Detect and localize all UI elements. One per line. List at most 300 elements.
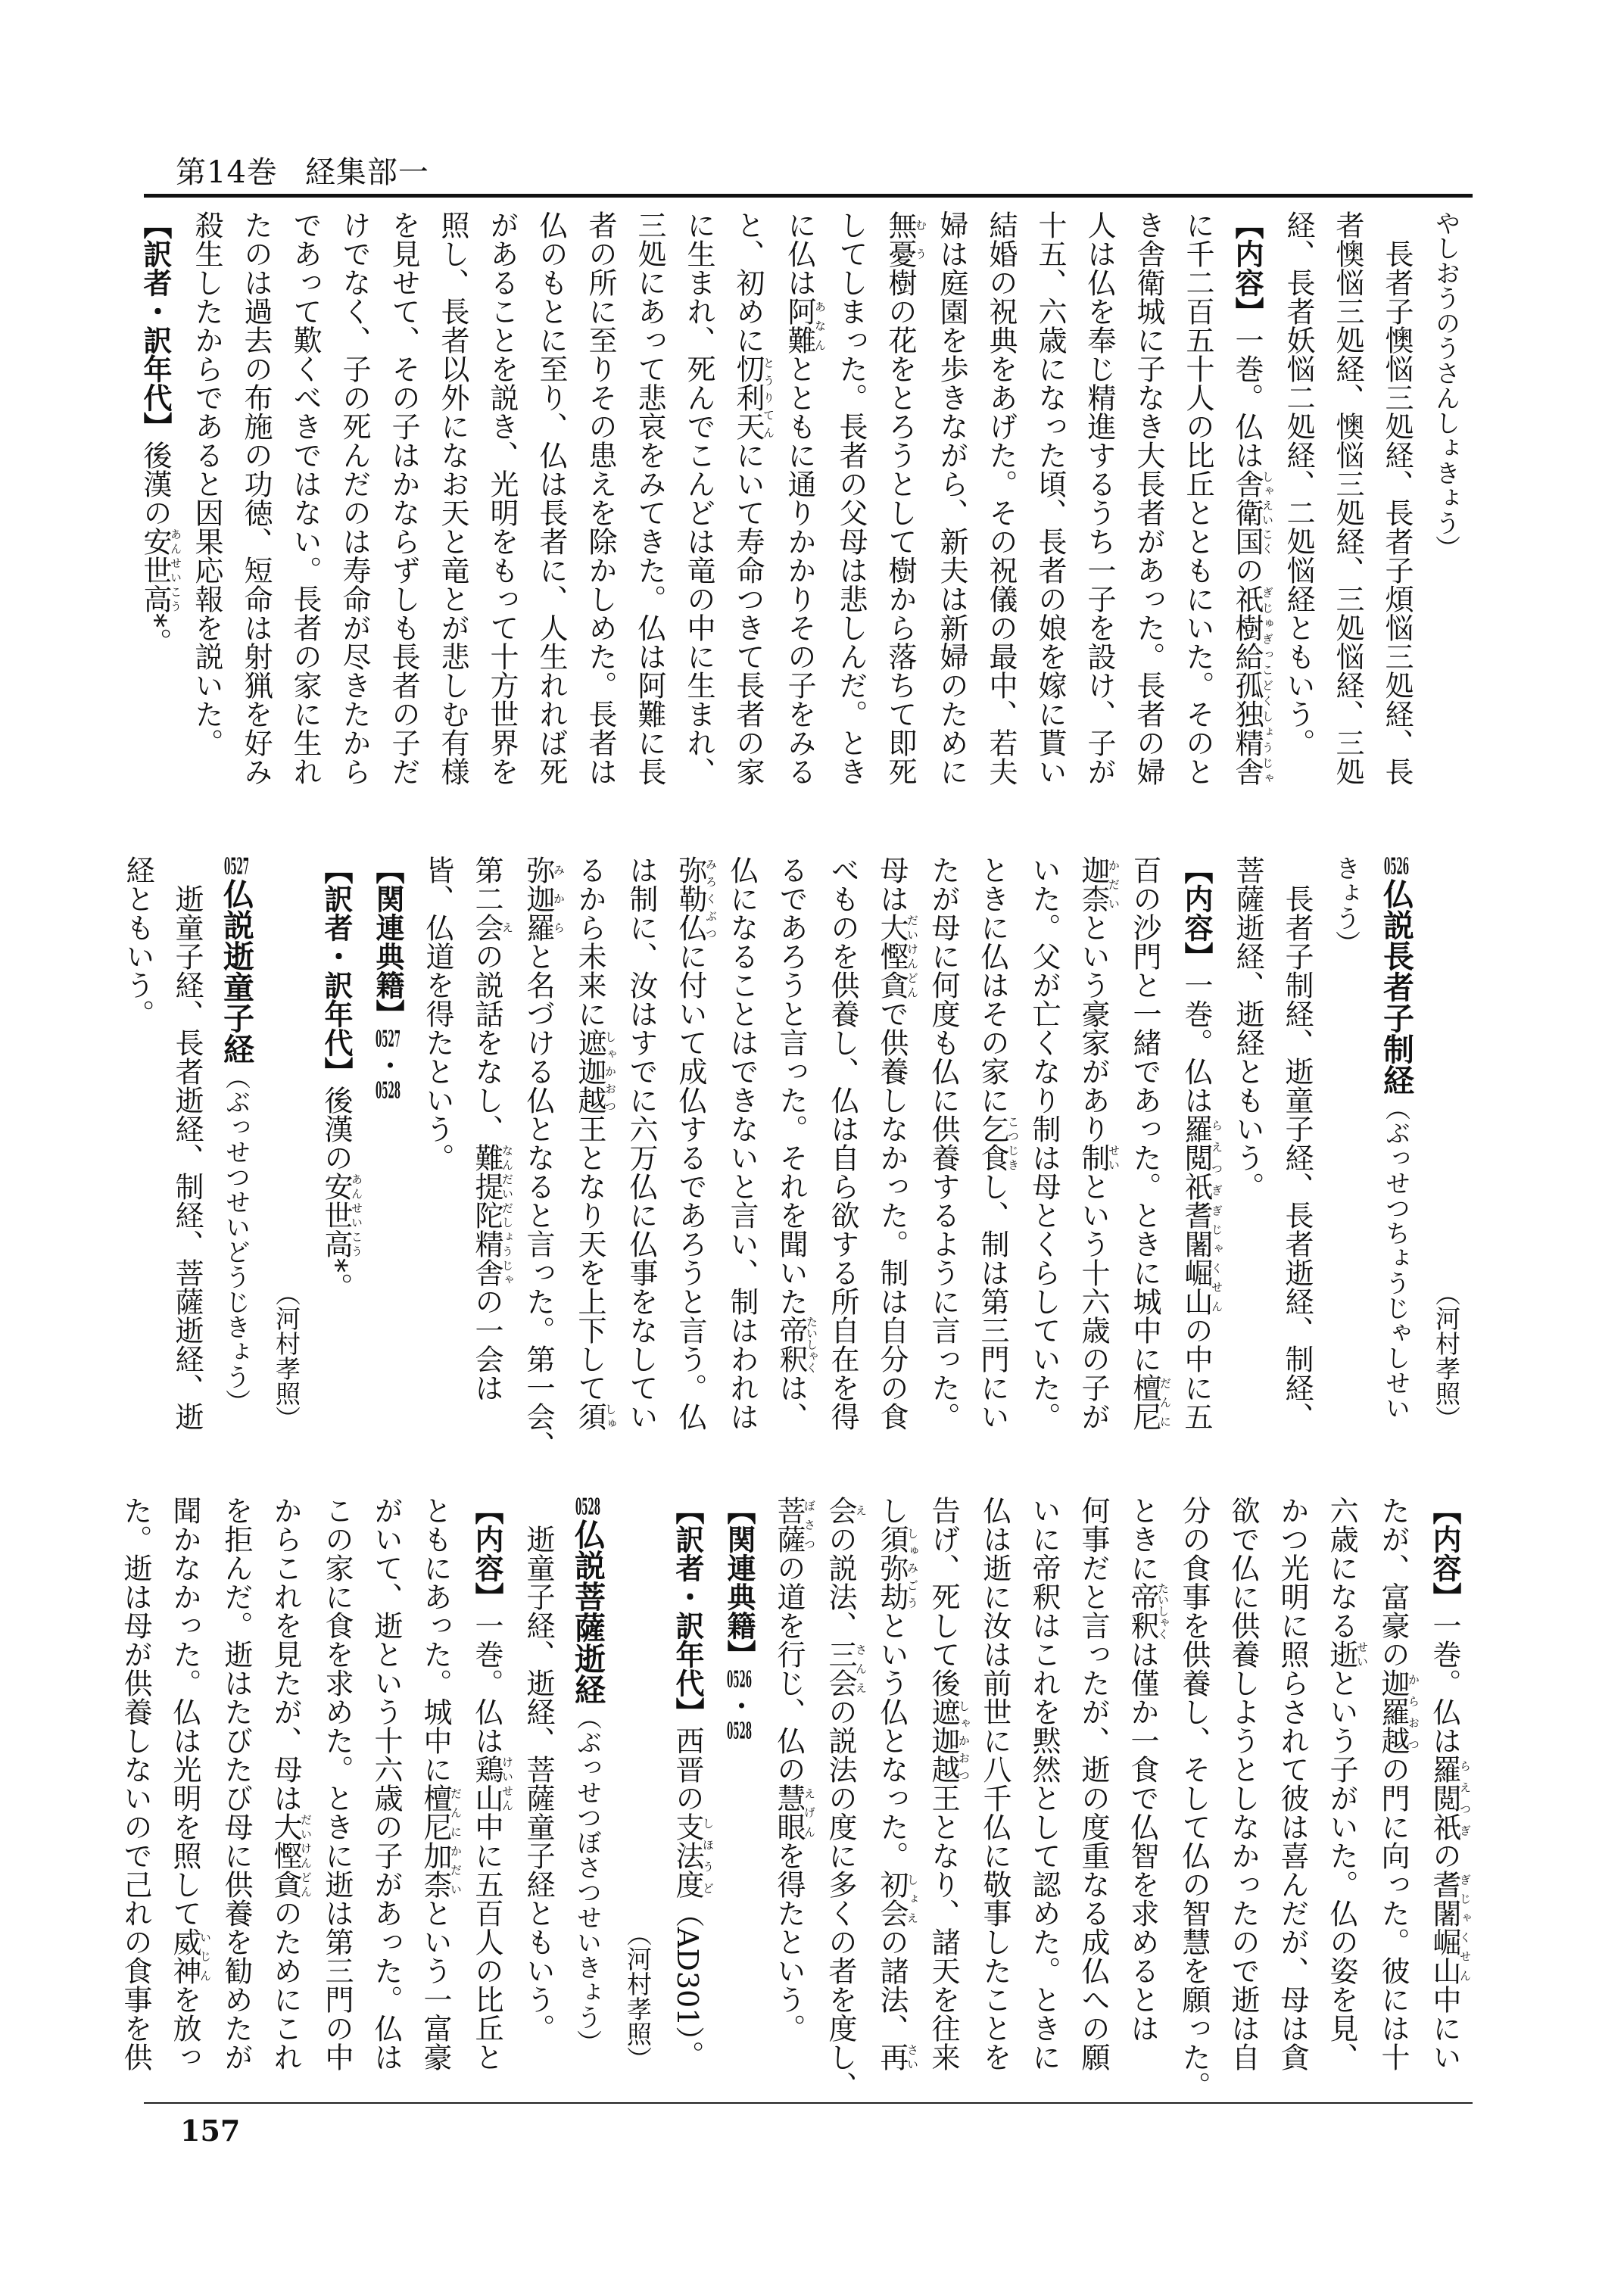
ruby-base: 菩薩 [772,1496,806,1553]
ruby-annotated-term [674,855,718,942]
ruby-reading: かだい [1107,855,1121,913]
entry-number: 0527 [224,855,249,878]
entry-number: 0526 [727,1668,752,1691]
text-run: 母は [875,855,909,913]
text-column [775,210,826,786]
section-label: 【関連典籍】 [722,1496,756,1668]
text-run: 西晋の [671,1726,704,1812]
header-rule [144,194,1473,198]
text-run: 逝童子経、逝経、菩薩童子経ともいう。 [522,1525,555,2042]
section-label: 【内容】 [470,1496,504,1611]
text-run: 中にい [1428,1985,1461,2071]
reading-text: （ぶっせつちょうじゃしせい [1382,1095,1411,1420]
text-column [818,855,867,1431]
text-column [329,210,379,786]
ruby-reading: しょえ [906,1870,919,1927]
ruby-annotated-term [772,1496,816,1553]
reading-text: きょう） [1332,855,1361,955]
text-column [211,1496,260,2071]
text-column [1223,855,1272,1431]
text-run: を得たという。 [772,1841,806,2042]
text-run: にいて寿命つきて長者の家 [731,441,765,786]
text-column [867,855,918,1431]
section-label: 【内容】 [1230,210,1264,326]
ruby-reading: あんせいこう [169,527,182,613]
ruby-base: 忉利天 [731,354,765,441]
text-column [575,210,625,786]
text-run: *。 [320,1258,353,1301]
ruby-reading: みろくぶつ [704,855,718,942]
text-column [1074,210,1124,786]
text-column [379,210,428,786]
ruby-base: 遮迦越 [927,1697,960,1784]
text-run: たが、富豪の [1376,1496,1410,1668]
ruby-annotated-term [168,1927,212,1985]
ruby-reading: ぼさつ [803,1496,816,1553]
text-run: という子がいた。仏の姿を見、 [1325,1668,1358,2071]
ruby-reading: さんえ [854,1640,868,1697]
ruby-base: 帝釈 [775,1316,808,1373]
text-column [1321,855,1371,1431]
text-run: 後漢の [139,441,172,527]
text-column [867,1496,918,2071]
text-run: ときに [1126,1496,1159,1582]
text-column [563,1496,613,2071]
text-run: という豪家があり [1077,913,1110,1143]
ruby-annotated-term [1077,855,1121,913]
ruby-base: 鶏山 [470,1755,503,1812]
text-run: 者の所に至りその患えを除かしめた。長者は [584,210,617,786]
ruby-annotated-term [320,1172,363,1258]
text-run: 六歳になる [1325,1496,1358,1640]
text-column [1267,1496,1317,2071]
reading-text: （ぶっせつぼさつせいきょう） [573,1705,603,2055]
text-run: は、 [775,1373,808,1431]
text-column [976,210,1025,786]
text-run: 百の沙門と一緒であった。ときに城中に [1128,855,1161,1373]
ruby-base: 無憂 [884,210,917,268]
ruby-reading: えげん [803,1784,816,1841]
ruby-reading: あんせいこう [350,1172,363,1258]
text-column [1273,210,1323,786]
ruby-base: 再 [875,2042,909,2071]
ruby-base: 耆闍崛山 [1428,1870,1461,1985]
ruby-reading: だいけんどん [906,913,919,999]
text-run: 告げ、死して後 [927,1496,960,1697]
entry-number: 0528 [575,1496,600,1519]
ruby-base: 羅閲祇 [1428,1755,1461,1841]
text-run: という一富豪 [419,1899,452,2071]
text-column [363,855,413,1431]
text-column [565,855,616,1431]
text-run: の道を行じ、仏の [772,1553,806,1784]
text-run: 中に五百人の比丘と [470,1812,503,2071]
ruby-reading: ぎじゃくせん [1210,1201,1223,1316]
ruby-reading: しゅ [603,1402,617,1431]
text-column [1368,1496,1420,2071]
ruby-reading: けいせん [500,1755,514,1812]
entry-number: 0526 [1384,855,1409,878]
text-run: の説法、 [824,1525,857,1640]
text-column [526,210,575,786]
ruby-reading: いじん [198,1927,212,1985]
ruby-reading: しゅみごう [906,1525,919,1611]
text-run: ともにあった。城中に [419,1496,452,1784]
ruby-annotated-term [772,1784,816,1841]
text-run: に仏は [783,210,816,297]
ruby-annotated-term [1077,1143,1121,1172]
text-column [182,210,231,786]
ruby-annotated-term [1376,1668,1420,1755]
ruby-reading: らえつぎ [1210,1114,1223,1201]
ruby-base: 初会 [875,1870,909,1927]
ruby-base: 制 [1077,1143,1110,1172]
ruby-base: 羅閲祇 [1180,1114,1213,1201]
reading-text: （ぶっせつせいどうじきょう） [222,1064,251,1414]
text-run: に生まれ、死んでこんどは竜の中に生まれ、 [682,210,715,786]
reading-text: やしおうのうさんしょきょう） [1432,210,1461,560]
ruby-reading: なんだいだしょうじゃ [500,1143,514,1287]
text-run: の諸法、 [875,1927,909,2042]
text-column [1323,210,1372,786]
section-label: 【訳者・訳年代】 [320,855,354,1086]
ruby-annotated-term [419,1784,463,1899]
text-column [826,210,875,786]
text-column [815,1496,868,2100]
ruby-annotated-term [824,1496,868,1525]
ruby-annotated-term [884,210,927,268]
text-run: という仏となった。 [875,1611,909,1870]
ruby-reading: だいけんどん [299,1812,313,1899]
text-run: の [1230,556,1264,584]
text-column [1068,1496,1117,2071]
text-column [968,855,1019,1431]
text-column [918,1496,970,2071]
ruby-reading: とうりてん [762,354,775,441]
ruby-annotated-term [671,1812,715,1899]
text-column [1019,1496,1068,2071]
text-run: 者懊悩三処経、懊悩三処経、三処悩経、三処 [1331,210,1364,786]
ruby-reading: たいしゃく [805,1316,818,1373]
text-column [766,855,818,1431]
text-run: るであろうと言った。それを聞いた [775,855,808,1316]
ruby-reading: せい [1355,1640,1369,1668]
text-run: があることを説き、光明をもって十方世界を [485,210,519,786]
text-run: 一巻。仏は [1180,970,1213,1114]
text-run: いに帝釈はこれを黙然として認めた。ときに [1027,1496,1061,2071]
text-column [1317,1496,1368,2071]
text-run: 仏になることはできないと言い、制はわれは [725,855,759,1431]
ruby-base: 阿難 [783,297,816,354]
text-column [160,1496,211,2071]
text-run: 三処にあって悲哀をみてきた。仏は阿難に長 [633,210,666,786]
text-run: に付いて成仏するであろうと言う。仏 [674,942,707,1431]
text-run: 王となり天を上下して [573,1114,606,1402]
ruby-annotated-term [470,1143,514,1287]
reading-text: （河村孝照） [1432,1281,1461,1431]
text-run: 照し、長者以外になお天と竜とが悲しむ有様 [436,210,469,786]
text-column [1169,1496,1218,2100]
text-column [1025,210,1074,786]
text-run: からこれを見たが、母は [269,1496,302,1812]
text-column [1421,855,1471,1431]
text-run: で供養しなかった。制は自分の食 [875,999,909,1431]
ruby-annotated-term [976,1114,1020,1172]
ruby-annotated-term [875,913,919,999]
entry-title: 仏説長者子制経 [1378,878,1414,1095]
ruby-annotated-term [875,1870,919,1927]
ruby-annotated-term [875,1525,919,1611]
text-run: の説法の度に多くの者を度し、 [824,1697,857,2100]
text-column [111,1496,160,2071]
text-column [662,1496,714,2071]
text-run: ・ [371,1051,404,1080]
entry-number: 0528 [727,1720,752,1743]
text-run: 第二 [470,855,503,913]
ruby-base: 威神 [168,1927,201,1985]
text-column [1171,855,1223,1431]
text-column [1372,210,1421,786]
text-run: し [875,1496,909,1525]
text-column [462,855,513,1431]
text-column [714,1496,764,2071]
ruby-reading: え [500,913,514,942]
ruby-reading: だんにかだい [449,1784,463,1899]
text-column [1272,855,1321,1431]
section-label: 【訳者・訳年代】 [671,1496,705,1726]
ruby-base: 会 [470,913,503,942]
ruby-annotated-term [573,1402,617,1431]
ruby-base: 会 [824,1496,857,1525]
ruby-annotated-term [269,1812,313,1899]
ruby-annotated-term [1428,1870,1472,1985]
text-run: の [1428,1841,1461,1870]
ruby-annotated-term [470,913,514,942]
ruby-base: 弥迦羅 [522,855,555,942]
text-run: 後漢の [320,1086,353,1172]
text-column [1421,210,1471,786]
text-run: 王となり、諸天を往来 [927,1784,960,2071]
text-run: 一巻。仏は [1230,326,1264,469]
text-column [918,855,968,1431]
ruby-annotated-term [1230,469,1274,556]
text-run: 経ともいう。 [121,855,154,1028]
section-label: 【内容】 [1180,855,1214,970]
ruby-base: 弥勒仏 [674,855,707,942]
text-run: がいて、逝という十六歳の子があった。仏は [369,1496,403,2071]
ruby-annotated-term [1128,1373,1172,1431]
text-run: *。 [139,613,172,656]
ruby-reading: さい [906,2042,919,2071]
text-column [1068,855,1120,1431]
ruby-reading: だんに [1158,1373,1172,1431]
ruby-reading: しほうど [701,1812,715,1899]
text-column [113,855,162,1431]
ruby-annotated-term [1230,584,1274,786]
text-column [462,1496,513,2071]
text-column [875,210,927,786]
text-run: と、初めに [731,210,765,354]
text-run: いた。父が亡くなり制は母とくらしていた。 [1027,855,1061,1431]
text-run: とともに通りかかりその子をみる [783,354,816,786]
ruby-annotated-term [1325,1640,1369,1668]
text-run: 仏のもとに至り、仏は長者に、人生れれば死 [535,210,568,786]
text-run: 何事だと言ったが、逝の度重なる成仏への願 [1077,1496,1110,2071]
ruby-base: 耆闍崛山 [1180,1201,1213,1316]
section-label: 【内容】 [1428,1496,1462,1611]
ruby-base: 迦羅越 [1376,1668,1410,1755]
ruby-base: 難提陀精舎 [470,1143,503,1287]
text-tier-middle [121,855,1471,1460]
ruby-base: 須弥劫 [875,1525,909,1611]
text-run: るから未来に [573,855,606,1028]
text-run: 婦は庭園を歩きながら、新夫は新婦のために [935,210,968,786]
text-run: の説話をなし、 [470,942,503,1143]
ruby-annotated-term [522,855,566,942]
text-run: であって歎くべきではない。長者の家に生れ [288,210,322,786]
text-run: 長者子制経、逝童子経、長者逝経、制経、 [1280,884,1314,1431]
ruby-annotated-term [824,1640,868,1697]
ruby-base: 乞食 [976,1114,1009,1172]
text-column [361,1496,410,2071]
text-column [1222,210,1273,786]
text-run: 一巻。仏は [1428,1611,1461,1755]
ruby-annotated-term [875,2042,919,2071]
ruby-reading: からおつ [1407,1668,1420,1755]
text-column [927,210,976,786]
ruby-reading: らえつぎ [1458,1755,1472,1841]
text-column [260,1496,312,2071]
text-column [413,855,462,1431]
entry-title: 仏説逝童子経 [218,878,254,1064]
text-column [311,855,363,1431]
ruby-reading: むう [914,210,927,268]
text-column [477,210,526,786]
ruby-base: 迦柰 [1077,855,1110,913]
ruby-base: 檀尼 [1128,1373,1161,1431]
ruby-base: 支法度 [671,1812,704,1899]
text-run: 樹の花をとろうとして樹から落ちて即死 [884,268,917,786]
ruby-reading: しゃえいこく [1261,469,1274,556]
text-run: 人は仏を奉じ精進するうち一子を設け、子が [1083,210,1116,786]
ruby-reading: え [854,1496,868,1525]
text-tier-lower [119,1496,1472,2100]
ruby-base: 慧眼 [772,1784,806,1841]
ruby-base: 檀尼加柰 [419,1784,452,1899]
ruby-annotated-term [1428,1755,1472,1841]
text-run: は僅か一食で仏智を求めるとは [1126,1640,1159,2042]
volume-label: 第14巻 [176,155,278,190]
text-run: 分の食事を供養し、そして仏の智慧を願った。 [1177,1496,1211,2100]
ruby-base: 舎衛国 [1230,469,1264,556]
text-run: のためにこれ [269,1899,302,2071]
ruby-base: 大慳貪 [269,1812,302,1899]
reading-text: （河村孝照） [623,1921,653,2071]
text-run: この家に食を求めた。ときに逝は第三門の中 [320,1496,354,2071]
ruby-annotated-term [927,1697,971,1784]
text-column [1371,855,1421,1431]
text-run: 十五、六歳になった頃、長者の娘を嫁に貰い [1033,210,1067,786]
text-run: 経、長者妖悩二処経、二処悩経ともいう。 [1282,210,1315,757]
footer-rule [144,2102,1473,2104]
text-run: 仏は逝に汝は前世に八千仏に敬事したことを [978,1496,1011,2071]
ruby-reading: こつじき [1006,1114,1020,1172]
ruby-base: 逝 [1325,1640,1358,1668]
text-run: してしまった。長者の父母は悲しんだ。とき [834,210,868,786]
text-column [162,855,211,1431]
text-run: き舎衛城に子なき大長者があった。長者の婦 [1132,210,1165,786]
text-column [1117,1496,1169,2071]
text-run: 殺生したからであると因果応報を説いた。 [190,210,223,757]
ruby-base: 祇樹給孤独精舎 [1230,584,1264,786]
text-run: た。逝は母が供養しないので己れの食事を供 [119,1496,152,2071]
text-column [1120,855,1171,1431]
ruby-annotated-term [1180,1201,1223,1316]
text-run: の一会は [470,1287,503,1402]
text-run: べものを供養し、仏は自ら欲する所自在を得 [826,855,859,1431]
text-column [231,210,280,786]
ruby-annotated-term [139,527,182,613]
ruby-annotated-term [731,354,775,441]
text-run: （AD301）。 [671,1899,704,2070]
text-run: ・ [722,1691,756,1720]
text-run: を拒んだ。逝はたびたび母に供養を勧めたが [220,1496,253,2071]
text-tier-upper [139,210,1471,786]
section-label: 【訳者・訳年代】 [139,210,173,441]
text-run: 一巻。仏は [470,1611,503,1755]
entry-title: 仏説菩薩逝経 [569,1519,606,1705]
ruby-annotated-term [573,1028,617,1114]
text-column [1019,855,1068,1431]
ruby-base: 三会 [824,1640,857,1697]
text-column [1124,210,1173,786]
text-column [280,210,329,786]
text-column [970,1496,1019,2071]
ruby-base: 帝釈 [1126,1582,1159,1640]
ruby-reading: しゃかおつ [603,1028,617,1114]
text-run: 皆、仏道を得たという。 [421,855,454,1172]
text-run: を見せて、その子はかならずしも長者の子だ [387,210,420,786]
text-column [428,210,477,786]
ruby-reading: ぎじゃくせん [1458,1870,1472,1985]
text-column [312,1496,361,2071]
ruby-reading: たいしゃく [1156,1582,1170,1640]
text-run: かつ光明に照らされて彼は喜んだが、母は貪 [1276,1496,1309,2071]
text-column [665,855,717,1431]
ruby-annotated-term [470,1755,514,1812]
ruby-annotated-term [1180,1114,1223,1201]
ruby-reading: ぎじゅぎっこどくしょうじゃ [1261,584,1274,786]
text-column [130,210,182,786]
text-run: けでなく、子の死んだのは寿命が尽きたから [338,210,371,786]
text-column [764,1496,815,2071]
text-column [1420,1496,1471,2071]
text-column [513,855,566,1460]
text-run: 長者子懊悩三処経、長者子煩悩三処経、長 [1380,239,1414,786]
text-column [211,855,261,1431]
text-run: の中に五 [1180,1316,1213,1431]
text-run: 結婚の祝典をあげた。その祝儀の最中、若夫 [984,210,1018,786]
text-column [1218,1496,1267,2071]
page-number: 157 [180,2114,241,2148]
text-run: ときに仏はその家に [976,855,1009,1114]
text-run: 菩薩逝経、逝経ともいう。 [1231,855,1264,1201]
text-column [513,1496,563,2071]
running-header [176,148,429,192]
entry-number: 0528 [376,1080,401,1102]
text-run: たのは過去の布施の功徳、短命は射猟を好み [239,210,273,786]
ruby-base: 遮迦越 [573,1028,606,1114]
